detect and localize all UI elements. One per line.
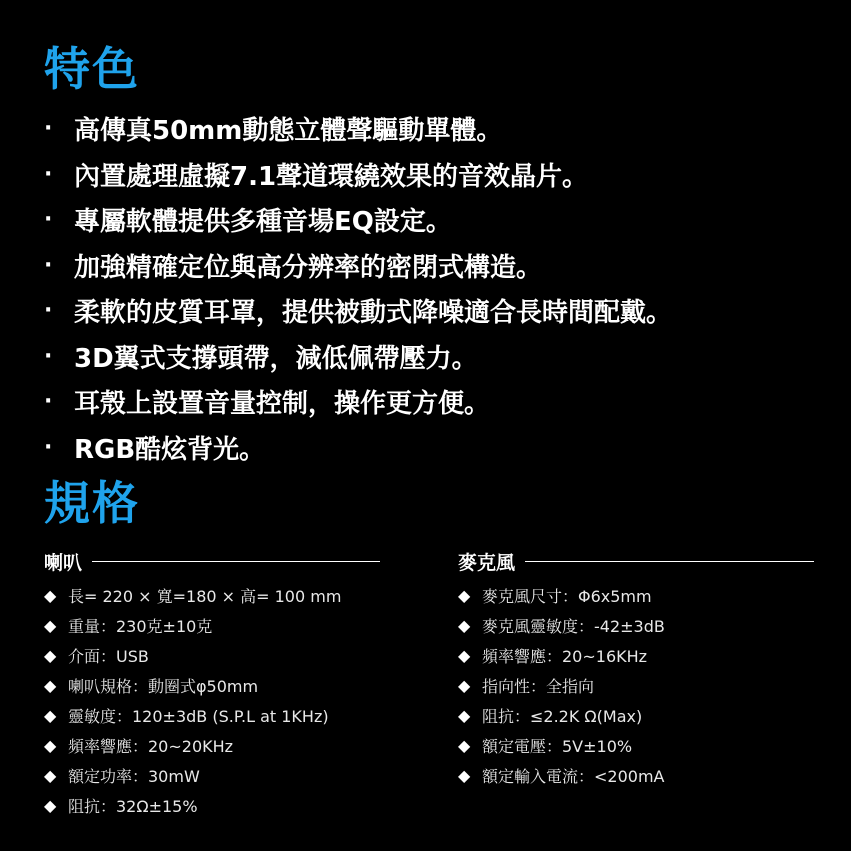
diamond-bullet-icon: ◆ <box>44 675 57 695</box>
spec-item <box>44 760 380 790</box>
speaker-spec-column <box>44 548 380 820</box>
feature-text: 加強精確定位與高分辨率的密閉式構造。 <box>74 252 543 283</box>
diamond-bullet-icon: ◆ <box>44 735 57 755</box>
diamond-bullet-icon: ◆ <box>458 615 471 635</box>
microphone-spec-column <box>458 548 814 790</box>
feature-list <box>44 106 672 470</box>
bullet-dot: · <box>44 298 53 324</box>
spec-text: 阻抗：≤2.2K Ω(Max) <box>482 706 643 726</box>
feature-text: 3D翼式支撐頭帶，減低佩帶壓力。 <box>74 343 478 374</box>
spec-item <box>44 640 380 670</box>
spec-text: 介面：USB <box>68 646 149 666</box>
diamond-bullet-icon: ◆ <box>44 645 57 665</box>
microphone-spec-list <box>458 580 814 790</box>
speaker-header-label: 喇叭 <box>44 551 83 574</box>
feature-text: 高傳真50mm動態立體聲驅動單體。 <box>74 116 503 147</box>
feature-item <box>44 243 672 289</box>
bullet-dot: · <box>44 116 53 142</box>
spec-item <box>458 730 814 760</box>
spec-text: 長= 220 × 寬=180 × 高= 100 mm <box>68 586 342 606</box>
spec-text: 麥克風靈敏度：-42±3dB <box>482 616 665 636</box>
specs-heading: 規格 <box>44 476 140 530</box>
feature-text: 柔軟的皮質耳罩，提供被動式降噪適合長時間配戴。 <box>74 298 673 329</box>
spec-text: 喇叭規格：動圈式φ50mm <box>68 676 259 696</box>
spec-item <box>458 610 814 640</box>
spec-text: 阻抗：32Ω±15% <box>68 796 198 816</box>
feature-item <box>44 334 672 380</box>
spec-item <box>44 580 380 610</box>
spec-item <box>458 640 814 670</box>
diamond-bullet-icon: ◆ <box>44 585 57 605</box>
bullet-dot: · <box>44 389 53 415</box>
spec-item <box>44 670 380 700</box>
spec-item <box>44 730 380 760</box>
spec-text: 靈敏度：120±3dB (S.P.L at 1KHz) <box>68 706 329 726</box>
spec-text: 指向性：全指向 <box>482 676 595 696</box>
microphone-header-label: 麥克風 <box>458 551 516 574</box>
spec-item <box>458 700 814 730</box>
diamond-bullet-icon: ◆ <box>44 705 57 725</box>
bullet-dot: · <box>44 343 53 369</box>
bullet-dot: · <box>44 252 53 278</box>
spec-text: 額定電壓：5V±10% <box>482 736 633 756</box>
features-heading: 特色 <box>44 42 140 96</box>
feature-text: 專屬軟體提供多種音場EQ設定。 <box>74 207 452 238</box>
bullet-dot: · <box>44 434 53 460</box>
diamond-bullet-icon: ◆ <box>458 705 471 725</box>
feature-item <box>44 152 672 198</box>
microphone-header <box>458 548 814 574</box>
diamond-bullet-icon: ◆ <box>458 585 471 605</box>
spec-text: 重量：230克±10克 <box>68 616 213 636</box>
speaker-spec-list <box>44 580 380 820</box>
spec-item <box>44 790 380 820</box>
spec-item <box>44 610 380 640</box>
header-divider <box>92 561 380 562</box>
diamond-bullet-icon: ◆ <box>44 795 57 815</box>
diamond-bullet-icon: ◆ <box>44 765 57 785</box>
speaker-header <box>44 548 380 574</box>
feature-item <box>44 106 672 152</box>
spec-text: 頻率響應：20~20KHz <box>68 736 234 756</box>
bullet-dot: · <box>44 207 53 233</box>
feature-item <box>44 379 672 425</box>
spec-item <box>458 580 814 610</box>
diamond-bullet-icon: ◆ <box>458 765 471 785</box>
diamond-bullet-icon: ◆ <box>458 735 471 755</box>
header-divider <box>525 561 814 562</box>
spec-text: 麥克風尺寸：Φ6x5mm <box>482 586 652 606</box>
feature-text: 耳殼上設置音量控制，操作更方便。 <box>74 389 491 420</box>
feature-text: 內置處理虛擬7.1聲道環繞效果的音效晶片。 <box>74 161 589 192</box>
spec-text: 頻率響應：20~16KHz <box>482 646 648 666</box>
feature-item <box>44 425 672 471</box>
diamond-bullet-icon: ◆ <box>458 645 471 665</box>
feature-text: RGB酷炫背光。 <box>74 434 266 465</box>
bullet-dot: · <box>44 161 53 187</box>
spec-item <box>458 760 814 790</box>
spec-item <box>44 700 380 730</box>
spec-text: 額定功率：30mW <box>68 766 200 786</box>
feature-item <box>44 197 672 243</box>
feature-item <box>44 288 672 334</box>
spec-item <box>458 670 814 700</box>
diamond-bullet-icon: ◆ <box>458 675 471 695</box>
spec-text: 額定輸入電流：<200mA <box>482 766 665 786</box>
diamond-bullet-icon: ◆ <box>44 615 57 635</box>
